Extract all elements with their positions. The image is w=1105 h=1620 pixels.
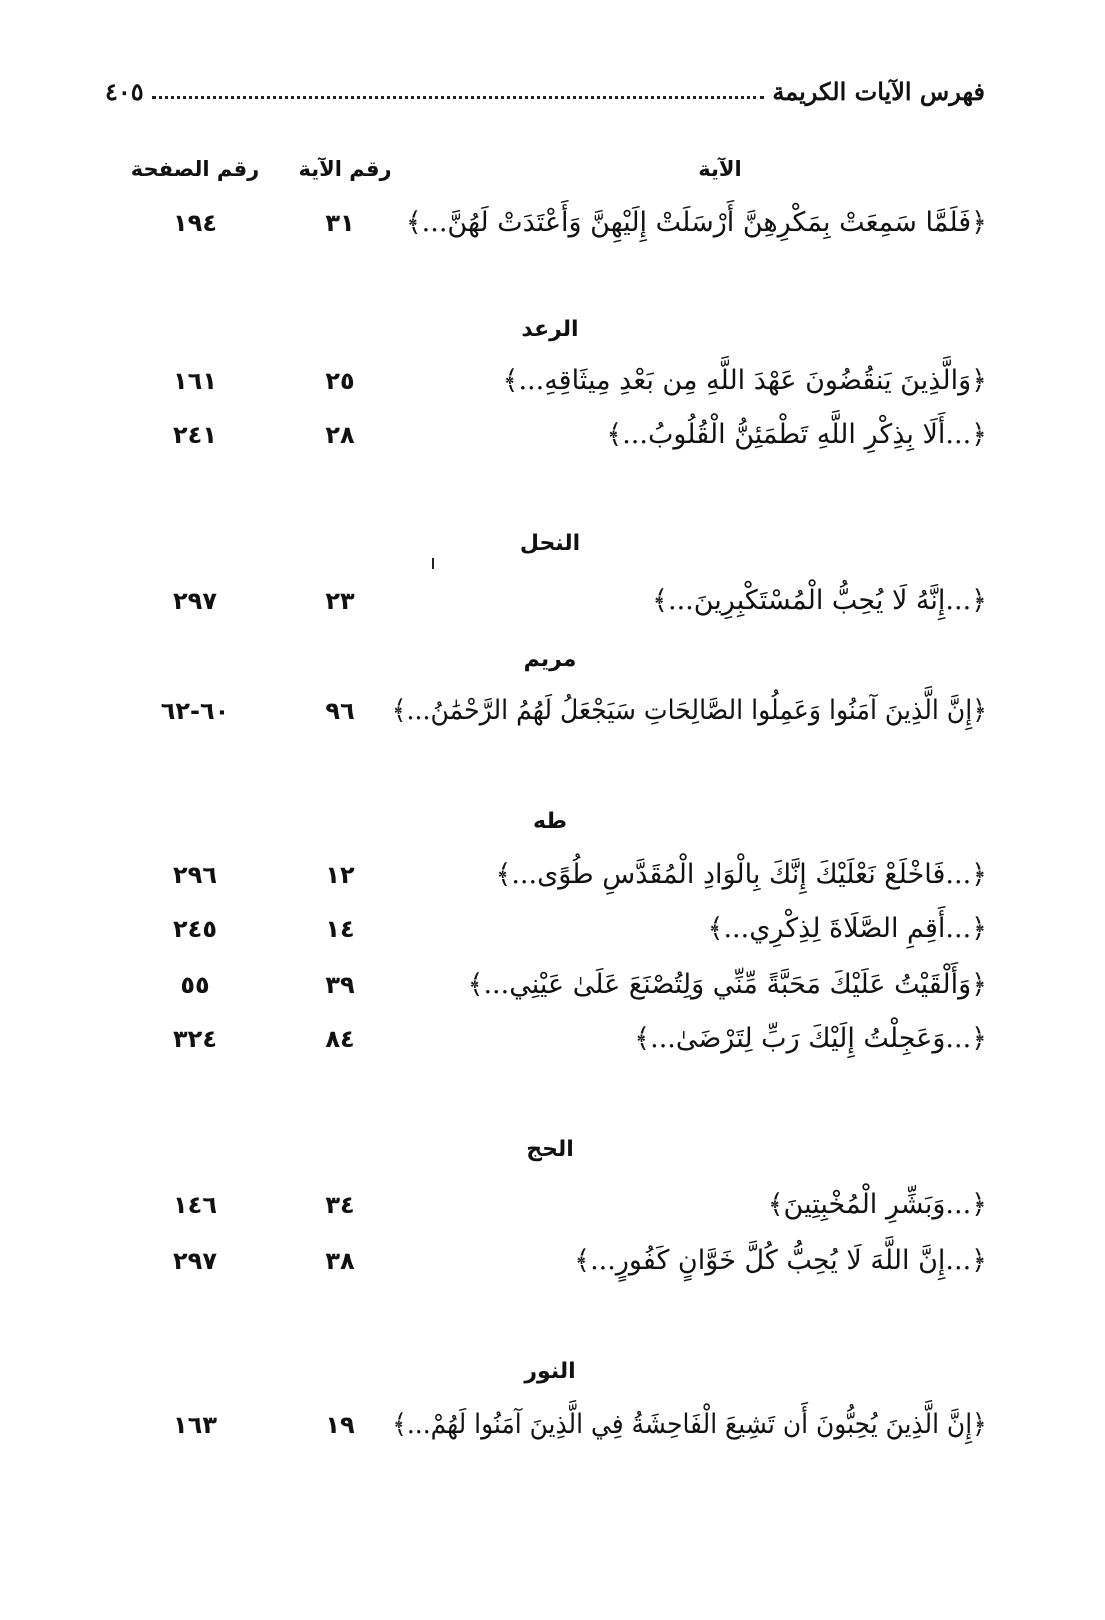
verse-text: ﴿...وَبَشِّرِ الْمُخْبِتِينَ﴾ xyxy=(767,1189,987,1220)
surah-heading: طه xyxy=(532,809,568,834)
index-entry xyxy=(0,906,1105,952)
column-header-verse: الآية xyxy=(698,157,742,181)
page-reference: ٢٩٧ xyxy=(173,587,217,615)
ayah-number: ٨٤ xyxy=(325,1025,355,1053)
index-entry xyxy=(0,1402,1105,1448)
ayah-number: ٢٨ xyxy=(325,421,355,449)
index-entry xyxy=(0,962,1105,1008)
index-entry xyxy=(0,852,1105,898)
surah-heading: النحل xyxy=(519,531,581,556)
ayah-number: ٢٣ xyxy=(325,587,355,615)
ayah-number: ٣٩ xyxy=(325,971,355,999)
index-entry xyxy=(0,1238,1105,1284)
page-reference: ٢٩٧ xyxy=(173,1247,217,1275)
ayah-number: ١٢ xyxy=(325,861,355,889)
surah-heading: النور xyxy=(524,1359,576,1384)
index-entry xyxy=(0,358,1105,404)
page-reference: ٢٤١ xyxy=(173,421,217,449)
stray-mark xyxy=(432,558,434,569)
index-entry xyxy=(0,1182,1105,1228)
running-header xyxy=(105,70,985,106)
verse-text: ﴿...فَاخْلَعْ نَعْلَيْكَ إِنَّكَ بِالْوَادِ الْمُقَدَّسِ طُوًى...﴾ xyxy=(495,859,987,890)
verse-text: ﴿...أَقِمِ الصَّلَاةَ لِذِكْرِي...﴾ xyxy=(707,913,987,944)
ayah-number: ٣١ xyxy=(325,209,355,237)
index-entry xyxy=(0,200,1105,246)
ayah-number: ٩٦ xyxy=(325,697,355,725)
index-entry xyxy=(0,1016,1105,1062)
ayah-number: ١٤ xyxy=(325,915,355,943)
page-reference: ٢٤٥ xyxy=(173,915,217,943)
ayah-number: ٣٨ xyxy=(325,1247,355,1275)
ayah-number: ١٩ xyxy=(325,1411,355,1439)
verse-text: ﴿إِنَّ الَّذِينَ يُحِبُّونَ أَن تَشِيعَ الْفَاحِشَةُ فِي الَّذِينَ آمَنُوا لَهُمْ...﴾ xyxy=(392,1409,987,1440)
page-reference: ١٦١ xyxy=(173,367,217,395)
verse-text: ﴿إِنَّ الَّذِينَ آمَنُوا وَعَمِلُوا الصَّالِحَاتِ سَيَجْعَلُ لَهُمُ الرَّحْمَٰنُ...﴾ xyxy=(391,695,987,726)
leader-dots xyxy=(152,96,765,99)
index-entry xyxy=(0,412,1105,458)
ayah-number: ٢٥ xyxy=(325,367,355,395)
surah-heading: الحج xyxy=(526,1137,574,1162)
page-number: ٤٠٥ xyxy=(105,77,144,106)
running-title: فهرس الآيات الكريمة xyxy=(772,77,985,106)
column-headers xyxy=(0,146,1105,192)
ayah-number: ٣٤ xyxy=(325,1191,355,1219)
column-header-ayah-number: رقم الآية xyxy=(298,157,392,181)
page-reference: ١٤٦ xyxy=(173,1191,217,1219)
index-entry xyxy=(0,688,1105,734)
verse-text: ﴿وَأَلْقَيْتُ عَلَيْكَ مَحَبَّةً مِّنِّي وَلِتُصْنَعَ عَلَىٰ عَيْنِي...﴾ xyxy=(467,969,987,1000)
verse-text: ﴿فَلَمَّا سَمِعَتْ بِمَكْرِهِنَّ أَرْسَلَتْ إِلَيْهِنَّ وَأَعْتَدَتْ لَهُنَّ...﴾ xyxy=(405,207,987,238)
page-reference: ٣٢٤ xyxy=(173,1025,217,1053)
verse-text: ﴿...إِنَّ اللَّهَ لَا يُحِبُّ كُلَّ خَوَّانٍ كَفُورٍ...﴾ xyxy=(574,1245,987,1276)
verse-text: ﴿...إِنَّهُ لَا يُحِبُّ الْمُسْتَكْبِرِينَ...﴾ xyxy=(652,585,987,616)
verse-text: ﴿وَالَّذِينَ يَنقُضُونَ عَهْدَ اللَّهِ مِن بَعْدِ مِيثَاقِهِ...﴾ xyxy=(502,365,987,396)
page-reference: ١٦٣ xyxy=(173,1411,217,1439)
page-reference: ٢٩٦ xyxy=(173,861,217,889)
surah-heading: الرعد xyxy=(521,317,579,342)
column-header-page-number: رقم الصفحة xyxy=(130,157,260,181)
verse-text: ﴿...وَعَجِلْتُ إِلَيْكَ رَبِّ لِتَرْضَىٰ...﴾ xyxy=(634,1023,987,1054)
surah-heading: مريم xyxy=(523,647,577,672)
verse-text: ﴿...أَلَا بِذِكْرِ اللَّهِ تَطْمَئِنُّ الْقُلُوبُ...﴾ xyxy=(606,419,987,450)
page-reference: ١٩٤ xyxy=(173,209,217,237)
page-reference: ٦٠-٦٢ xyxy=(160,697,230,725)
page-reference: ٥٥ xyxy=(180,971,210,999)
index-entry xyxy=(0,578,1105,624)
